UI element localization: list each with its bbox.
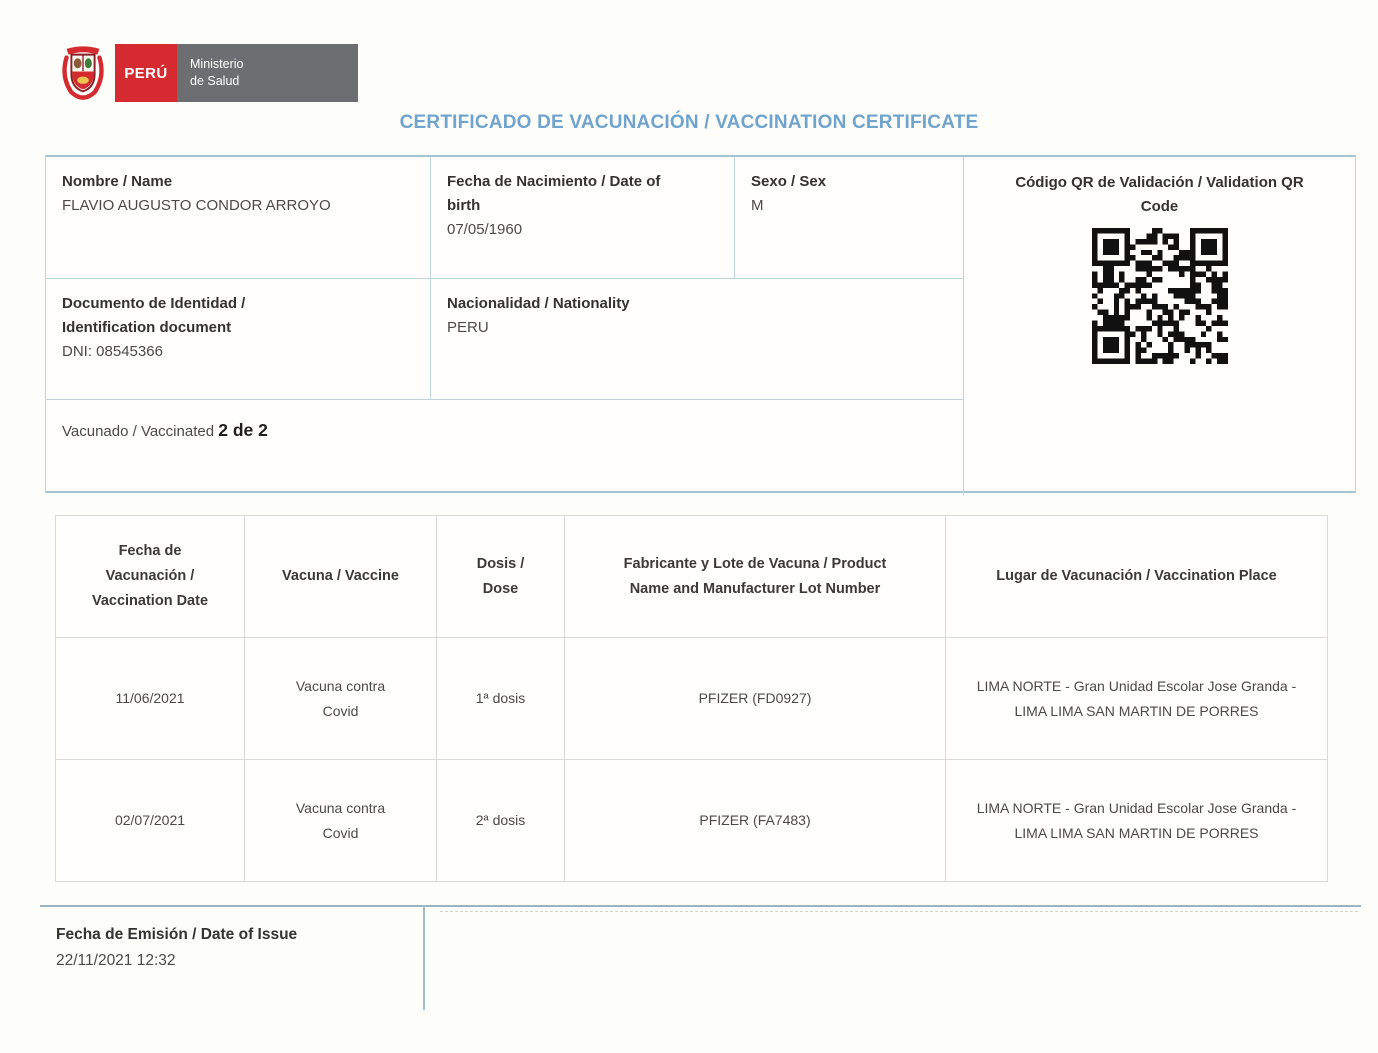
dose-cell: 2ª dosis: [437, 760, 565, 882]
vaccination-date-cell: 11/06/2021: [56, 638, 245, 760]
name-cell: [46, 157, 431, 279]
birth-date-value: 07/05/1960: [447, 221, 523, 238]
vaccination-place-cell: LIMA NORTE - Gran Unidad Escolar Jose Granda - LIMA LIMA SAN MARTIN DE PORRES: [946, 638, 1328, 760]
issue-date-value: 22/11/2021 12:32: [56, 952, 176, 969]
vaccinated-count: 2 de 2: [218, 420, 268, 440]
sex-value: M: [751, 197, 764, 214]
ministry-name-line2: de Salud: [190, 74, 240, 88]
peru-label: PERÚ: [124, 64, 168, 82]
patient-info-table: [45, 155, 1356, 493]
qr-label: Código QR de Validación / Validation QR Code: [1015, 174, 1304, 215]
col-header-vaccination-date: Fecha de Vacunación / Vaccination Date: [56, 516, 245, 638]
nationality-label: Nacionalidad / Nationality: [447, 295, 630, 312]
page-title: CERTIFICADO DE VACUNACIÓN / VACCINATION CERTIFICATE: [399, 112, 979, 133]
birth-date-label: Fecha de Nacimiento / Date of birth: [447, 173, 661, 214]
peru-coat-of-arms-icon: [58, 44, 108, 102]
vaccination-table-header-row: [56, 516, 1328, 638]
issue-date-block: [56, 922, 297, 974]
vaccination-table: [55, 515, 1328, 882]
vaccination-place-cell: LIMA NORTE - Gran Unidad Escolar Jose Granda - LIMA LIMA SAN MARTIN DE PORRES: [946, 760, 1328, 882]
qr-code: [1092, 228, 1228, 364]
issue-date-label: Fecha de Emisión / Date of Issue: [56, 926, 298, 943]
manufacturer-lot-cell: PFIZER (FA7483): [565, 760, 946, 882]
table-row: [56, 760, 1328, 882]
birth-date-cell: [431, 157, 735, 279]
col-header-vaccine: Vacuna / Vaccine: [245, 516, 437, 638]
sex-label: Sexo / Sex: [751, 173, 827, 190]
col-header-vaccination-place: Lugar de Vacunación / Vaccination Place: [946, 516, 1328, 638]
name-label: Nombre / Name: [62, 173, 173, 190]
footer-vertical-divider: [423, 906, 425, 1010]
qr-cell: [964, 157, 1355, 495]
peru-logo-box: [115, 44, 177, 102]
nationality-cell: [431, 279, 964, 400]
ministry-name-line1: Ministerio: [190, 57, 244, 72]
col-header-manufacturer-lot: Fabricante y Lote de Vacuna / Product Name and Manufacturer Lot Number: [565, 516, 946, 638]
identity-document-cell: [46, 279, 431, 400]
sex-cell: [735, 157, 964, 279]
identity-document-label: Documento de Identidad / Identification document: [62, 295, 246, 336]
col-header-dose: Dosis / Dose: [437, 516, 565, 638]
table-row: [56, 638, 1328, 760]
vaccinated-status-cell: [46, 400, 964, 495]
ministry-logo-box: [177, 44, 358, 102]
minsa-logo: [58, 44, 358, 102]
vaccination-date-cell: 02/07/2021: [56, 760, 245, 882]
vaccine-cell: Vacuna contra Covid: [245, 638, 437, 760]
identity-document-value: DNI: 08545366: [62, 343, 163, 360]
vaccine-cell: Vacuna contra Covid: [245, 760, 437, 882]
nationality-value: PERU: [447, 319, 489, 336]
manufacturer-lot-cell: PFIZER (FD0927): [565, 638, 946, 760]
footer-dashed-line: [440, 911, 1358, 912]
footer-divider: [40, 905, 1361, 907]
vaccinated-label: Vacunado / Vaccinated: [62, 423, 215, 440]
name-value: FLAVIO AUGUSTO CONDOR ARROYO: [62, 197, 331, 214]
dose-cell: 1ª dosis: [437, 638, 565, 760]
